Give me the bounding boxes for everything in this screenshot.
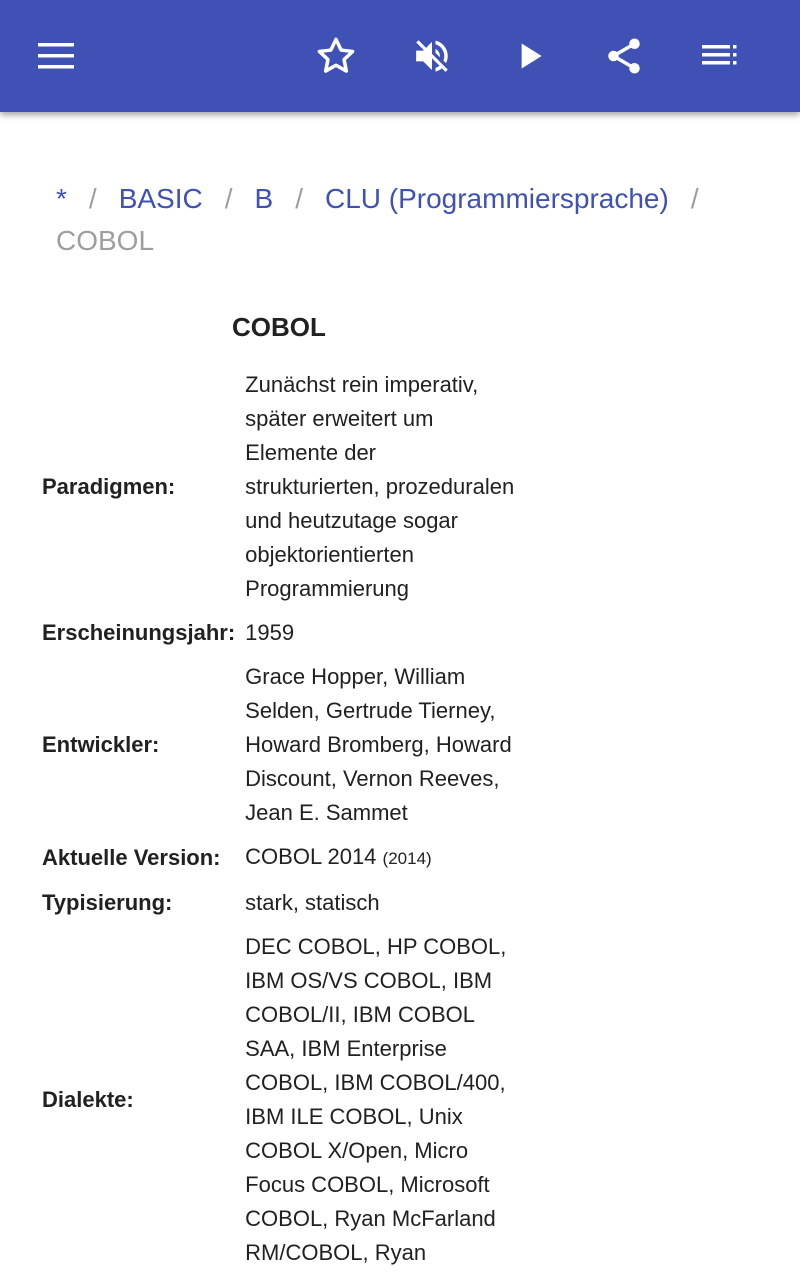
breadcrumb-separator: /: [224, 183, 233, 214]
row-value: [241, 840, 515, 876]
infobox-table: [36, 358, 521, 1280]
row-label: Entwickler:: [42, 732, 160, 757]
breadcrumb-current: COBOL: [56, 225, 155, 256]
version-year: (2014): [382, 849, 432, 868]
table-row: [42, 930, 515, 1270]
breadcrumb-item-home[interactable]: *: [56, 183, 67, 214]
row-value: Grace Hopper, William Selden, Gertrude Tierney, Howard Bromberg, Howard Discount, Vernon Reeves, Jean E. Sammet: [245, 664, 512, 825]
share-icon: [603, 35, 645, 77]
row-value: DEC COBOL, HP COBOL, IBM OS/VS COBOL, IBM COBOL/II, IBM COBOL SAA, IBM Enterprise COBOL, IBM COBOL/400, IBM ILE COBOL, Unix COBOL X/Open, Micro Focus COBOL, Microsoft COBOL, Ryan McFarland RM/COBOL, Ryan: [245, 934, 507, 1265]
playlist-button[interactable]: [692, 28, 748, 84]
breadcrumb-item-b[interactable]: B: [254, 183, 274, 214]
version-value: COBOL 2014: [245, 844, 377, 869]
row-label: Paradigmen:: [42, 474, 176, 499]
table-row: [42, 840, 515, 876]
playlist-icon: [700, 36, 740, 76]
mute-button[interactable]: [404, 28, 460, 84]
article-content: [0, 112, 800, 1280]
breadcrumb-separator: /: [88, 183, 97, 214]
breadcrumb-separator: /: [690, 183, 699, 214]
row-label: Dialekte:: [42, 1087, 134, 1112]
breadcrumb: [56, 178, 756, 262]
volume-off-icon: [411, 35, 453, 77]
app-bar: [0, 0, 800, 112]
row-label: Erscheinungsjahr:: [42, 620, 236, 645]
row-value: stark, statisch: [245, 890, 380, 915]
breadcrumb-separator: /: [295, 183, 303, 214]
play-button[interactable]: [502, 28, 558, 84]
breadcrumb-item-clu[interactable]: CLU (Programmiersprache): [324, 183, 669, 214]
share-button[interactable]: [596, 28, 652, 84]
favorite-button[interactable]: [308, 28, 364, 84]
table-row: [42, 368, 515, 606]
hamburger-menu-icon: [36, 36, 76, 76]
infobox-title: COBOL: [232, 312, 326, 342]
menu-button[interactable]: [28, 28, 84, 84]
table-row: [42, 886, 515, 920]
row-label: Aktuelle Version:: [42, 845, 221, 870]
star-outline-icon: [315, 35, 357, 77]
row-label: Typisierung:: [42, 890, 173, 915]
breadcrumb-item-basic[interactable]: BASIC: [118, 183, 203, 214]
table-row: [42, 660, 515, 830]
table-row: [42, 616, 515, 650]
row-value: 1959: [245, 620, 295, 645]
row-value: Zunächst rein imperativ, später erweitert um Elemente der strukturierten, prozeduralen und heutzutage sogar objektorientierten Programmierung: [245, 372, 515, 601]
play-icon: [510, 36, 550, 76]
